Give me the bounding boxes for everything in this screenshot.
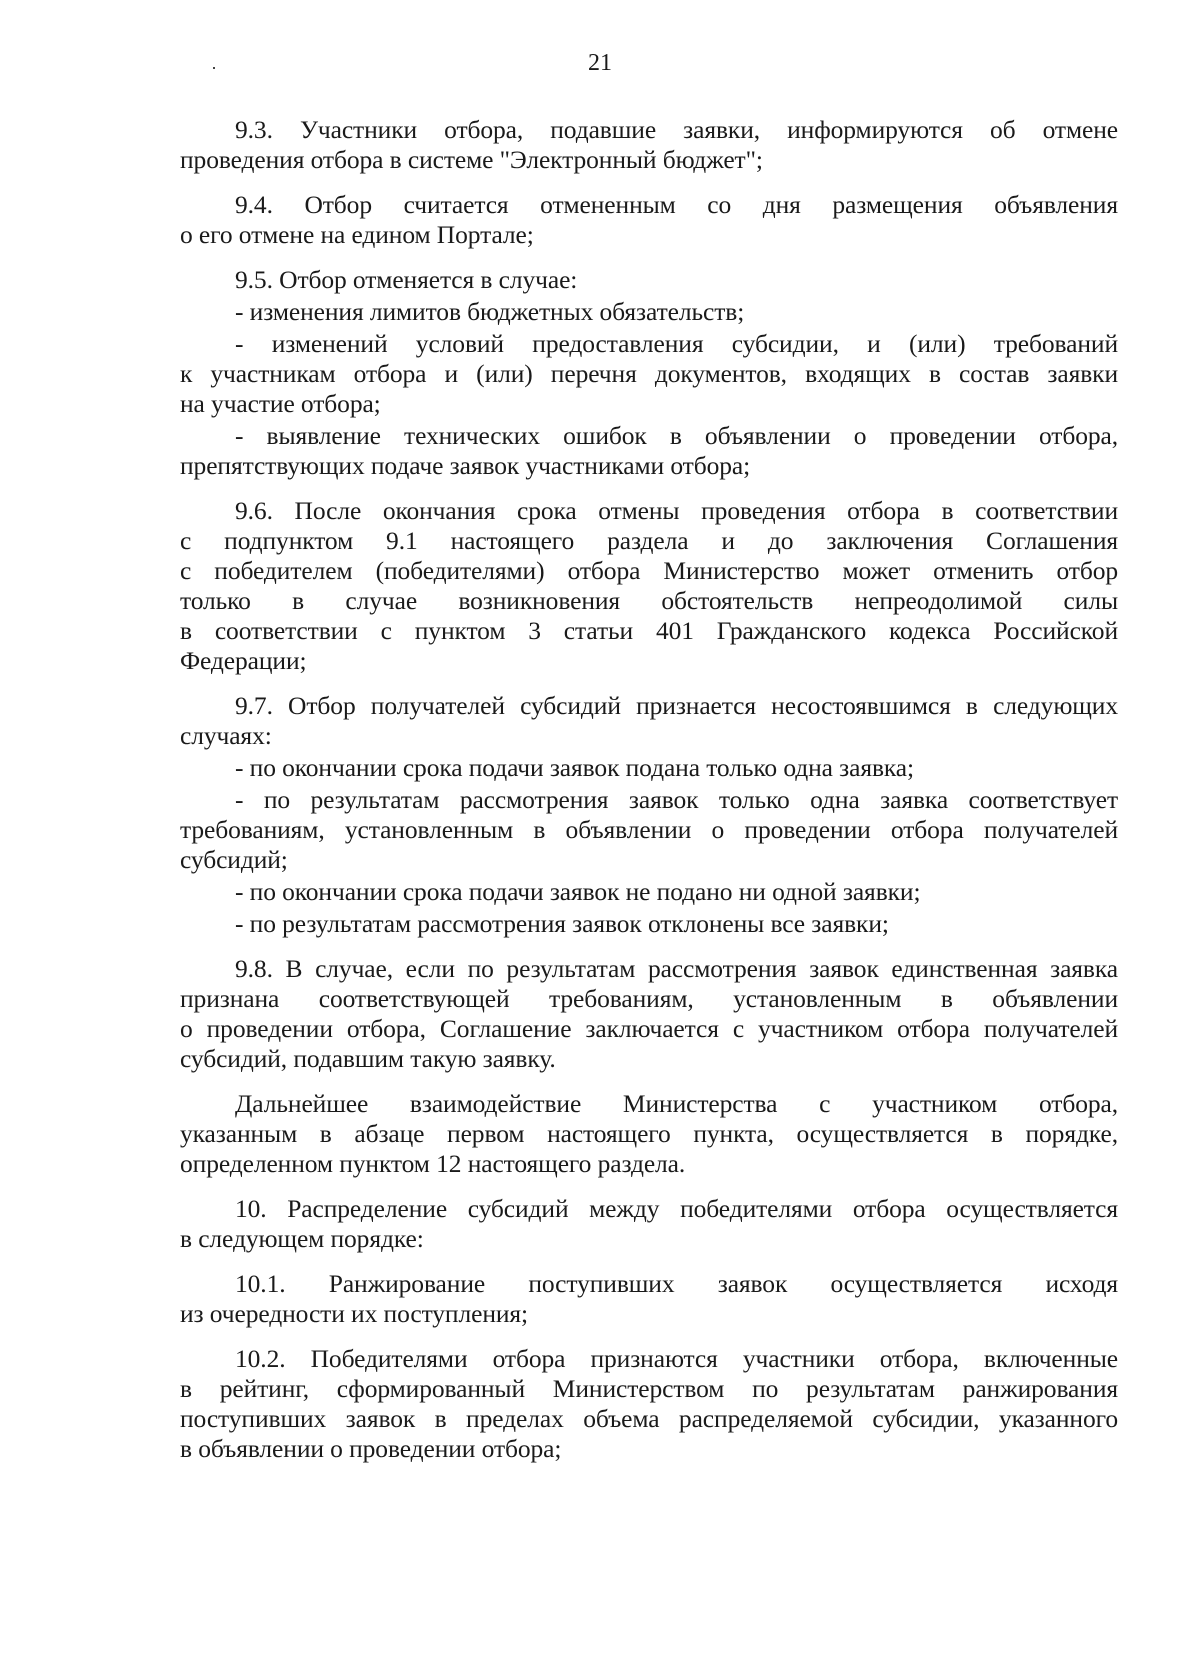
text-line: в следующем порядке: (180, 1224, 424, 1253)
text-line: в рейтинг, сформированный Министерством по результатам ранжирования (180, 1374, 1118, 1403)
paragraph-p-9-5-c (180, 421, 1118, 481)
paragraph-p-9-7-c (180, 877, 1118, 907)
text-line: о его отмене на едином Портале; (180, 220, 534, 249)
text-line: в соответствии с пунктом 3 статьи 401 Гражданского кодекса Российской (180, 616, 1118, 645)
paragraph-p-9-7-a (180, 753, 1118, 783)
text-line: с подпунктом 9.1 настоящего раздела и до заключения Соглашения (180, 526, 1118, 555)
text-line: - по окончании срока подачи заявок подана только одна заявка; (235, 753, 915, 782)
text-line: Федерации; (180, 646, 307, 675)
text-line: - изменения лимитов бюджетных обязательств; (235, 297, 745, 326)
text-line: на участие отбора; (180, 389, 381, 418)
text-line: с победителем (победителями) отбора Министерство может отменить отбор (180, 556, 1118, 585)
text-line: 10.1. Ранжирование поступивших заявок осуществляется исходя (235, 1269, 1118, 1298)
text-line: - по результатам рассмотрения заявок только одна заявка соответствует (235, 785, 1118, 814)
text-line: 9.7. Отбор получателей субсидий признается несостоявшимся в следующих (235, 691, 1118, 720)
text-line: 9.5. Отбор отменяется в случае: (235, 265, 578, 294)
paragraph-p-9-7 (180, 691, 1118, 751)
text-line: субсидий; (180, 845, 288, 874)
paragraph-p-9-6 (180, 496, 1118, 676)
text-line: 10.2. Победителями отбора признаются участники отбора, включенные (235, 1344, 1118, 1373)
paragraph-p-9-3 (180, 115, 1118, 175)
text-line: случаях: (180, 721, 272, 750)
text-line: поступивших заявок в пределах объема распределяемой субсидии, указанного (180, 1404, 1118, 1433)
text-line: только в случае возникновения обстоятельств непреодолимой силы (180, 586, 1118, 615)
paragraph-p-9-7-d (180, 909, 1118, 939)
paragraph-p-9-4 (180, 190, 1118, 250)
text-line: требованиям, установленным в объявлении о проведении отбора получателей (180, 815, 1118, 844)
paragraph-p-10-1 (180, 1269, 1118, 1329)
text-line: проведения отбора в системе "Электронный бюджет"; (180, 145, 763, 174)
text-line: 9.3. Участники отбора, подавшие заявки, информируются об отмене (235, 115, 1118, 144)
text-line: определенном пунктом 12 настоящего раздела. (180, 1149, 686, 1178)
text-line: о проведении отбора, Соглашение заключается с участником отбора получателей (180, 1014, 1118, 1043)
text-line: - по окончании срока подачи заявок не подано ни одной заявки; (235, 877, 921, 906)
text-line: 9.4. Отбор считается отмененным со дня размещения объявления (235, 190, 1118, 219)
paragraph-p-9-5 (180, 265, 1118, 295)
text-line: 9.6. После окончания срока отмены проведения отбора в соответствии (235, 496, 1118, 525)
text-line: из очередности их поступления; (180, 1299, 529, 1328)
paragraph-p-9-8-b (180, 1089, 1118, 1179)
paragraph-p-10 (180, 1194, 1118, 1254)
page-number: 21 (588, 50, 612, 76)
paragraph-p-9-7-b (180, 785, 1118, 875)
text-line: - по результатам рассмотрения заявок отклонены все заявки; (235, 909, 889, 938)
text-line: Дальнейшее взаимодействие Министерства с участником отбора, (235, 1089, 1118, 1118)
text-line: - выявление технических ошибок в объявлении о проведении отбора, (235, 421, 1118, 450)
document-body (180, 115, 1118, 1464)
text-line: признана соответствующей требованиям, установленным в объявлении (180, 984, 1118, 1013)
text-line: субсидий, подавшим такую заявку. (180, 1044, 556, 1073)
paragraph-p-9-5-b (180, 329, 1118, 419)
paragraph-p-9-8 (180, 954, 1118, 1074)
text-line: к участникам отбора и (или) перечня документов, входящих в состав заявки (180, 359, 1118, 388)
paragraph-p-9-5-a (180, 297, 1118, 327)
text-line: - изменений условий предоставления субсидии, и (или) требований (235, 329, 1118, 358)
text-line: 10. Распределение субсидий между победителями отбора осуществляется (235, 1194, 1118, 1223)
text-line: 9.8. В случае, если по результатам рассмотрения заявок единственная заявка (235, 954, 1118, 983)
paragraph-p-10-2 (180, 1344, 1118, 1464)
text-line: указанным в абзаце первом настоящего пункта, осуществляется в порядке, (180, 1119, 1118, 1148)
text-line: в объявлении о проведении отбора; (180, 1434, 562, 1463)
text-line: препятствующих подаче заявок участниками отбора; (180, 451, 751, 480)
